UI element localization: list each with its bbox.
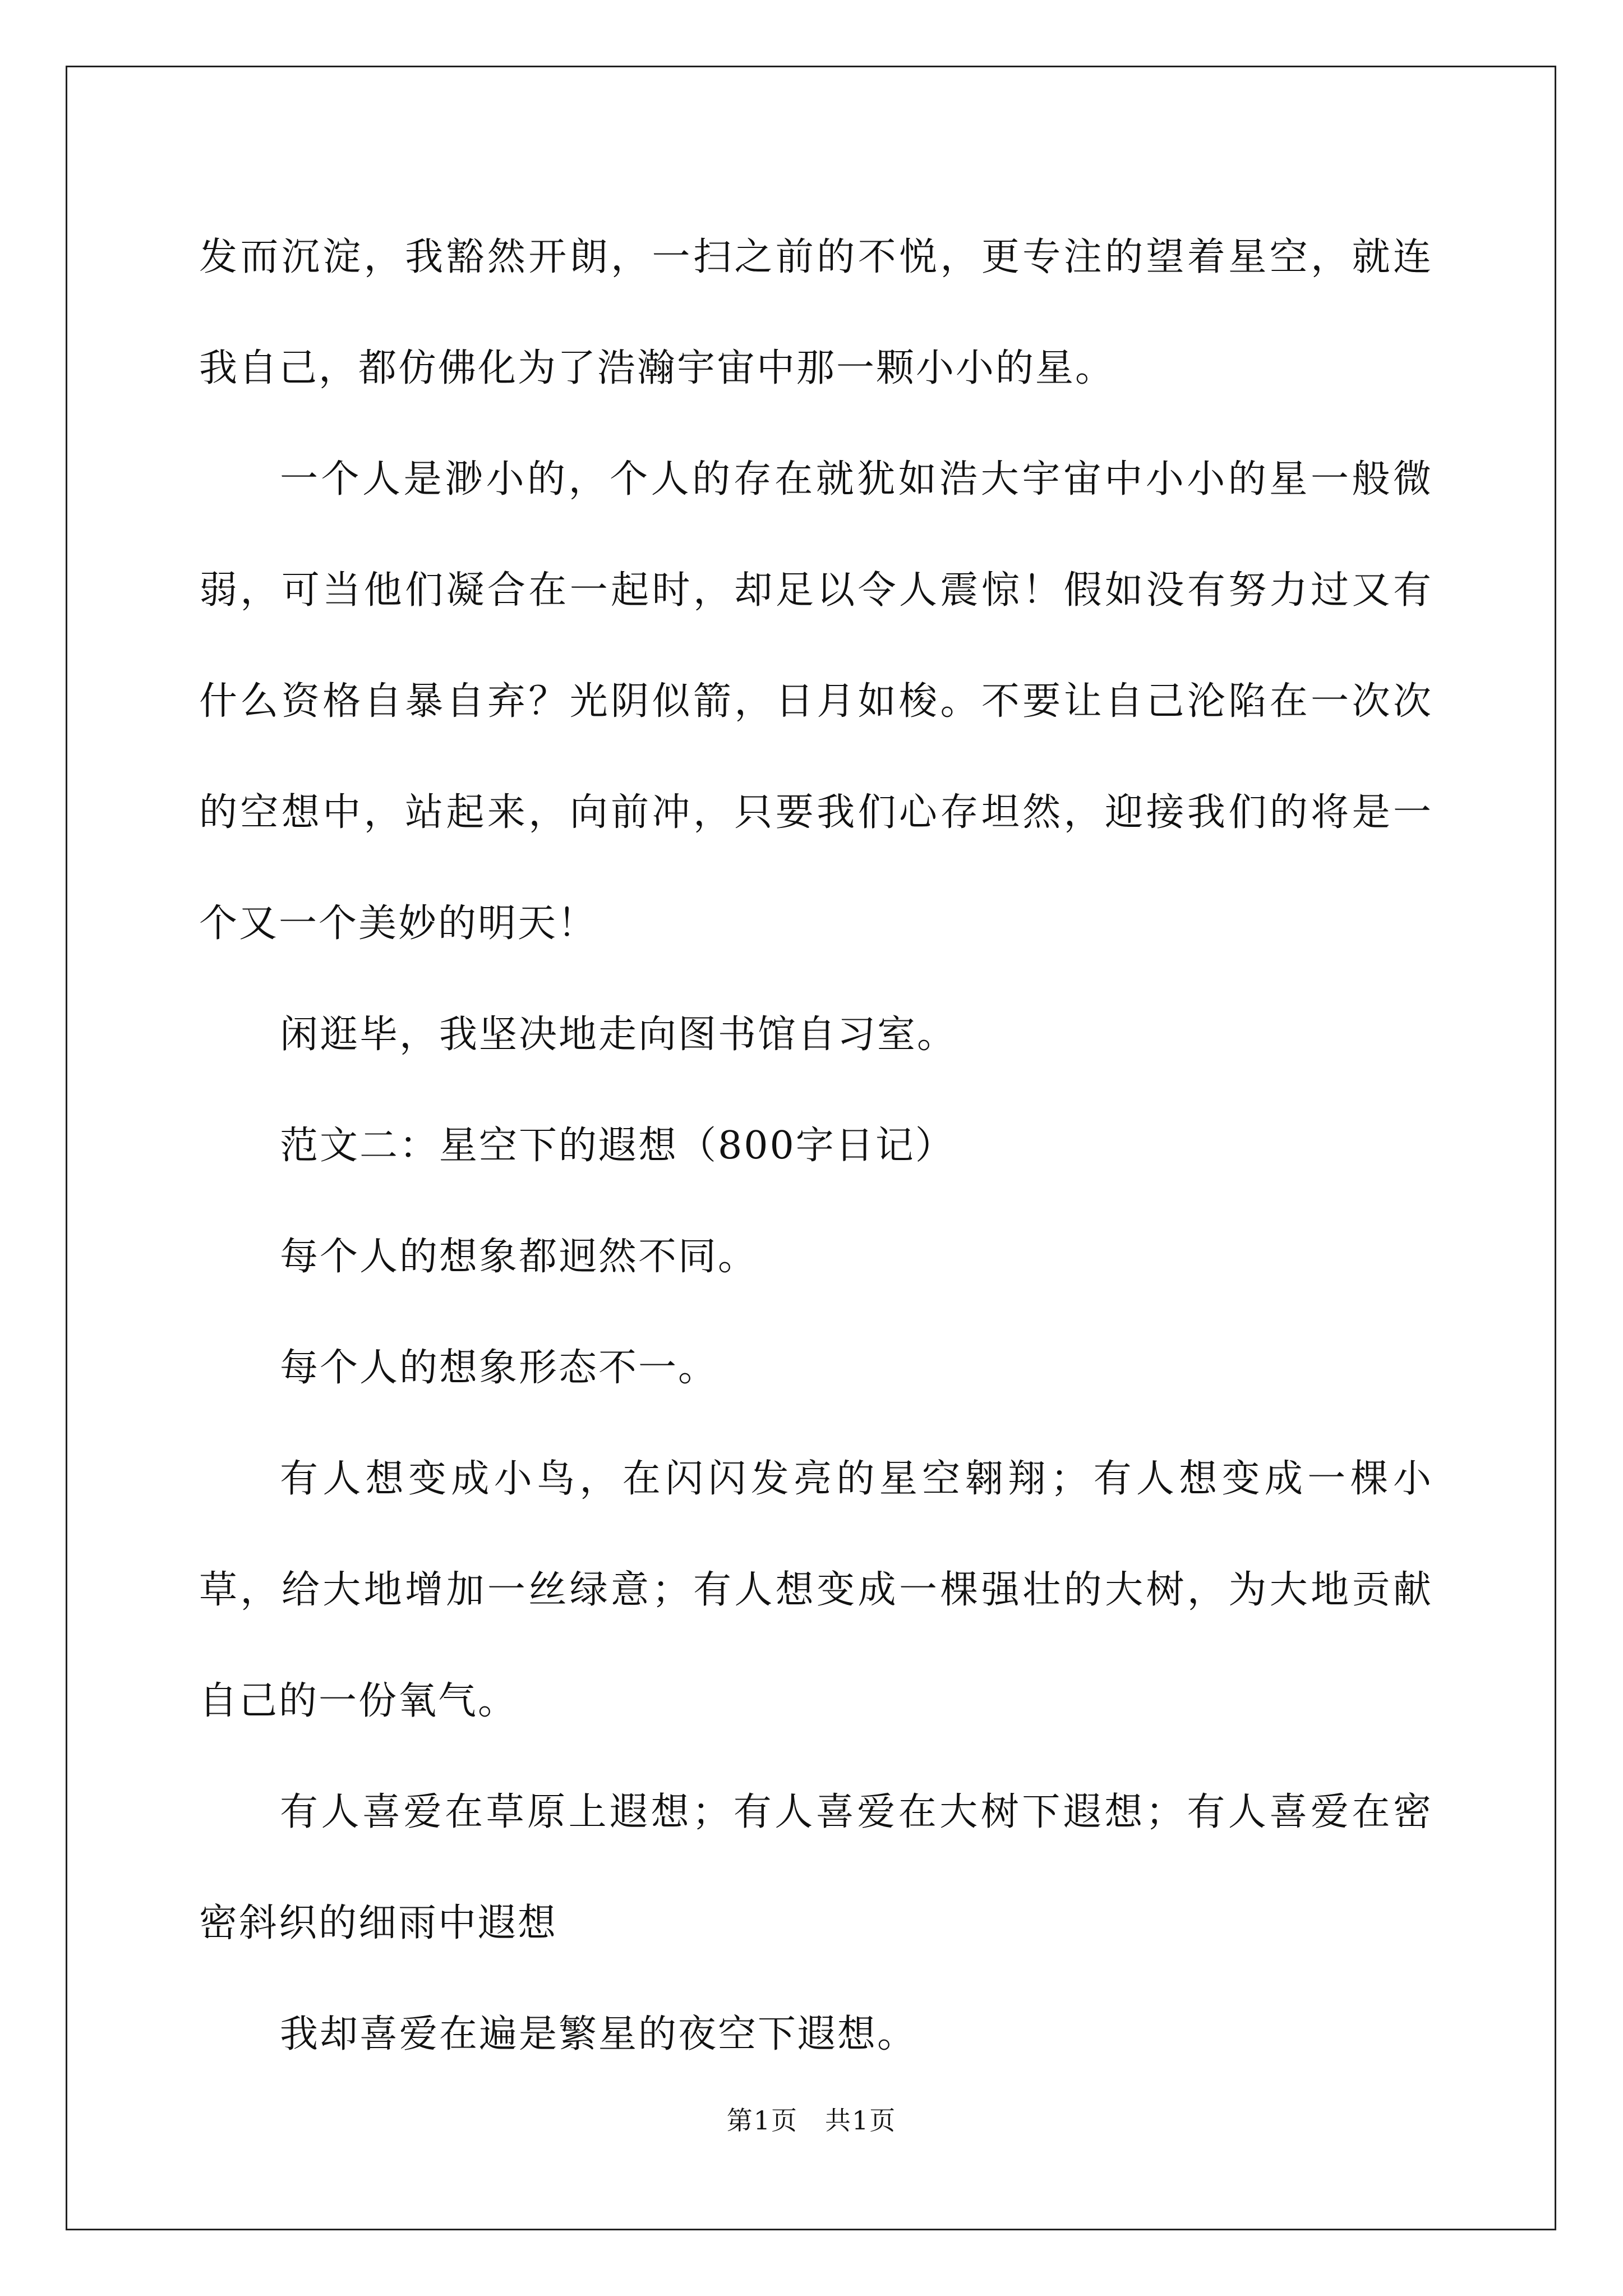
- paragraph-5: 每个人的想象都迥然不同。: [280, 1235, 758, 1279]
- document-body: [199, 202, 1433, 2090]
- paragraph-3: 闲逛毕，我坚决地走向图书馆自习室。: [280, 1013, 957, 1057]
- section-heading: 范文二：星空下的遐想（800字日记）: [280, 1124, 955, 1168]
- paragraph-6: 每个人的想象形态不一。: [280, 1346, 718, 1390]
- paragraph-8: 有人喜爱在草原上遐想；有人喜爱在大树下遐想；有人喜爱在密密斜织的细雨中遐想: [199, 1790, 1433, 1945]
- paragraph-7: 有人想变成小鸟，在闪闪发亮的星空翱翔；有人想变成一棵小草，给大地增加一丝绿意；有人想变成一棵强壮的大树，为大地贡献自己的一份氧气。: [199, 1457, 1433, 1723]
- paragraph-9: 我却喜爱在遍是繁星的夜空下遐想。: [280, 2012, 917, 2056]
- paragraph-2: 一个人是渺小的，个人的存在就犹如浩大宇宙中小小的星一般微弱，可当他们凝合在一起时，却足以令人震惊！假如没有努力过又有什么资格自暴自弃？光阴似箭，日月如梭。不要让自己沦陷在一次次的空想中，站起来，向前冲，只要我们心存坦然，迎接我们的将是一个又一个美妙的明天！: [199, 457, 1433, 946]
- page-number-footer: 第1页 共1页: [726, 2105, 897, 2136]
- paragraph-1: 发而沉淀，我豁然开朗，一扫之前的不悦，更专注的望着星空，就连我自己，都仿佛化为了浩瀚宇宙中那一颗小小的星。: [199, 235, 1433, 390]
